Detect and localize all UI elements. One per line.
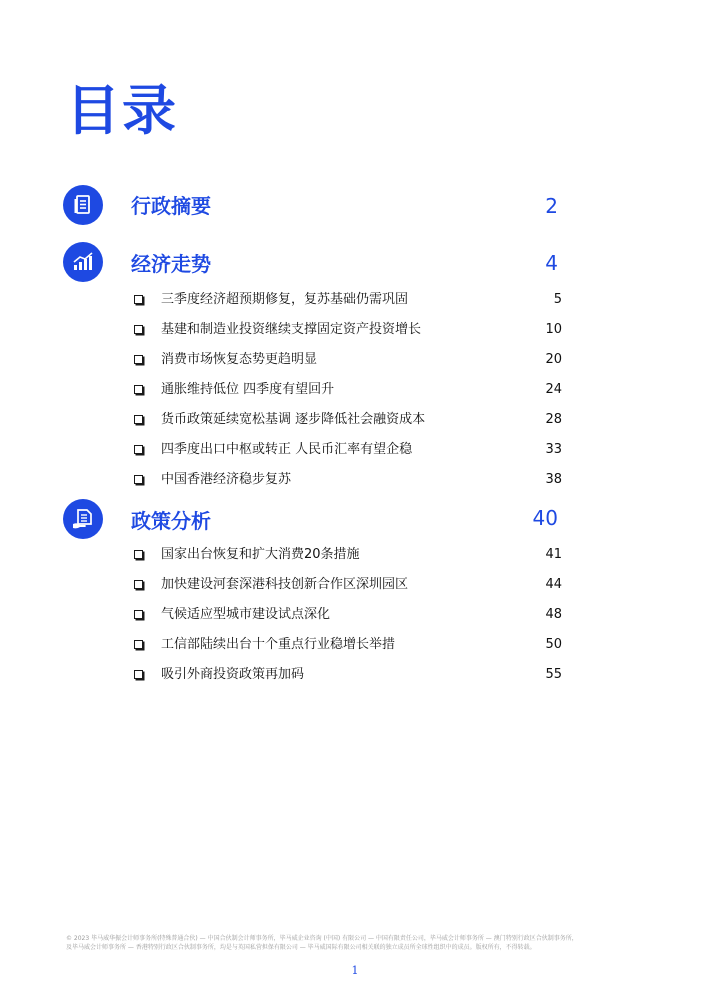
document-icon	[63, 185, 103, 225]
toc-item-page: 5	[553, 292, 562, 307]
toc-item-page: 48	[545, 607, 562, 622]
toc-item-label: 工信部陆续出台十个重点行业稳增长举措	[161, 637, 396, 652]
copyright-line-2: 及毕马威会计师事务所 — 香港特别行政区合伙制事务所，均是与英国私营担保有限公司 — 毕马威国际有限公司相关联的独立成员所全球性组织中的成员。版权所有，不得转载。	[66, 944, 536, 951]
section-page-number: 4	[545, 251, 558, 275]
toc-item-page: 41	[545, 547, 562, 562]
checkbox-bullet-icon	[134, 550, 143, 559]
toc-item-page: 38	[545, 472, 562, 487]
checkbox-bullet-icon	[134, 445, 143, 454]
toc-item-page: 33	[545, 442, 562, 457]
checkbox-bullet-icon	[134, 670, 143, 679]
toc-item[interactable]	[0, 292, 710, 312]
toc-item-label: 三季度经济超预期修复，复苏基础仍需巩固	[161, 292, 409, 307]
toc-item-label: 四季度出口中枢或转正 人民币汇率有望企稳	[161, 442, 413, 457]
toc-item[interactable]	[0, 322, 710, 342]
toc-item-page: 55	[545, 667, 562, 682]
toc-item-page: 20	[545, 352, 562, 367]
section-title: 政策分析	[131, 509, 211, 533]
toc-item-label: 吸引外商投资政策再加码	[161, 667, 305, 682]
toc-item[interactable]	[0, 412, 710, 432]
checkbox-bullet-icon	[134, 475, 143, 484]
toc-item-page: 10	[545, 322, 562, 337]
toc-item[interactable]	[0, 577, 710, 597]
copyright-note	[66, 934, 656, 952]
checkbox-bullet-icon	[134, 325, 143, 334]
toc-item-label: 货币政策延续宽松基调 逐步降低社会融资成本	[161, 412, 426, 427]
toc-item-label: 气候适应型城市建设试点深化	[161, 607, 331, 622]
checkbox-bullet-icon	[134, 355, 143, 364]
checkbox-bullet-icon	[134, 610, 143, 619]
toc-item-label: 通胀维持低位 四季度有望回升	[161, 382, 335, 397]
section-page-number: 40	[532, 506, 558, 530]
bar-chart-icon	[63, 242, 103, 282]
toc-item-page: 24	[545, 382, 562, 397]
section-page-number: 2	[545, 194, 558, 218]
checkbox-bullet-icon	[134, 580, 143, 589]
page-title: 目录	[66, 79, 178, 142]
toc-item[interactable]	[0, 637, 710, 657]
toc-item[interactable]	[0, 607, 710, 627]
toc-item-label: 消费市场恢复态势更趋明显	[161, 352, 318, 367]
section-title: 经济走势	[131, 252, 211, 276]
toc-item-label: 基建和制造业投资继续支撑固定资产投资增长	[161, 322, 422, 337]
toc-item[interactable]	[0, 382, 710, 402]
page-number: 1	[351, 964, 359, 977]
checkbox-bullet-icon	[134, 415, 143, 424]
toc-item-page: 28	[545, 412, 562, 427]
toc-item[interactable]	[0, 352, 710, 372]
checkbox-bullet-icon	[134, 640, 143, 649]
toc-item[interactable]	[0, 667, 710, 687]
toc-item[interactable]	[0, 547, 710, 567]
toc-item-label: 国家出台恢复和扩大消费20条措施	[161, 547, 360, 562]
policy-document-icon	[63, 499, 103, 539]
toc-item-label: 加快建设河套深港科技创新合作区深圳园区	[161, 577, 409, 592]
checkbox-bullet-icon	[134, 385, 143, 394]
copyright-line-1: © 2023 毕马威华振会计师事务所(特殊普通合伙) — 中国合伙制会计师事务所，毕马威企业咨询 (中国) 有限公司 — 中国有限责任公司，毕马威会计师事务所 — 澳门特别行政区合伙制事务所，	[66, 935, 578, 942]
toc-item-label: 中国香港经济稳步复苏	[161, 472, 292, 487]
toc-item[interactable]	[0, 442, 710, 462]
toc-item-page: 44	[545, 577, 562, 592]
checkbox-bullet-icon	[134, 295, 143, 304]
section-title: 行政摘要	[131, 194, 211, 218]
toc-item-page: 50	[545, 637, 562, 652]
toc-item[interactable]	[0, 472, 710, 492]
